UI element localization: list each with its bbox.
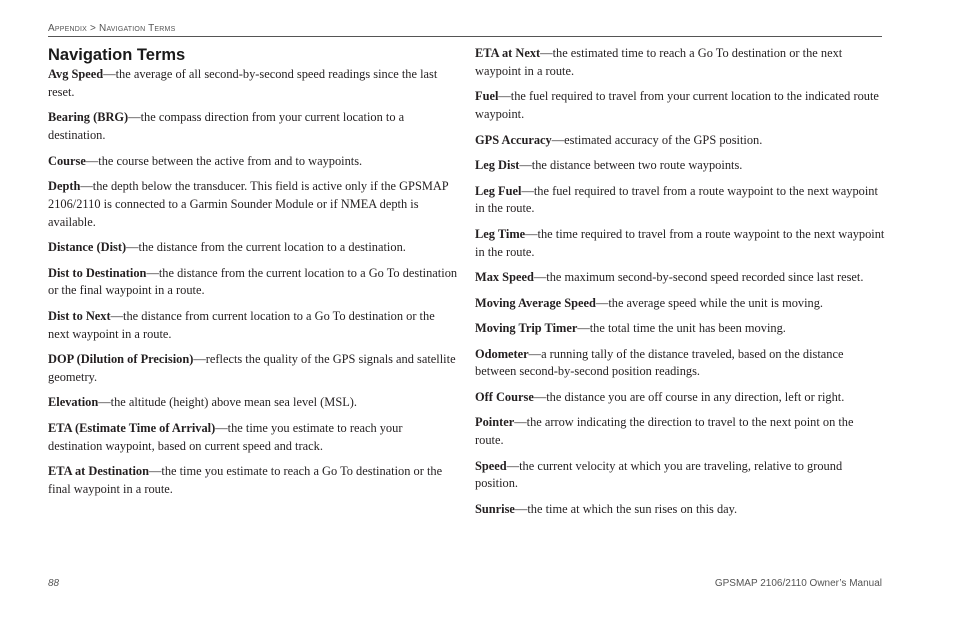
term-entry: [475, 414, 885, 450]
term-definition: —the arrow indicating the direction to travel to the next point on the route.: [475, 415, 854, 448]
term-definition: —the average speed while the unit is moving.: [595, 295, 824, 310]
term-name: Leg Dist: [475, 158, 520, 173]
term-entry: [48, 265, 458, 301]
term-entry: [475, 183, 885, 219]
term-name: Dist to Destination: [48, 265, 147, 280]
term-definition: —the fuel required to travel from your current location to the indicated route waypoint.: [475, 89, 879, 122]
term-name: Course: [48, 153, 86, 168]
term-name: Odometer: [475, 346, 529, 361]
term-name: ETA at Next: [475, 46, 541, 60]
term-name: GPS Accuracy: [475, 132, 552, 147]
term-name: Pointer: [475, 415, 515, 430]
term-definition: —the time at which the sun rises on this day.: [514, 501, 738, 516]
term-name: Max Speed: [475, 270, 534, 285]
term-definition: —reflects the quality of the GPS signals and satellite geometry.: [48, 352, 456, 384]
term-name: Leg Fuel: [475, 183, 522, 198]
terms-list-right: [475, 45, 885, 519]
term-entry: [48, 239, 458, 257]
term-entry: [475, 295, 885, 313]
term-entry: [475, 346, 885, 382]
term-name: Sunrise: [475, 501, 515, 516]
term-name: DOP (Dilution of Precision): [48, 352, 194, 367]
term-definition: —the maximum second-by-second speed recorded since last reset.: [533, 270, 864, 285]
terms-list-left: [48, 66, 458, 499]
term-name: Avg Speed: [48, 67, 104, 81]
term-definition: —the estimated time to reach a Go To destination or the next waypoint in a route.: [475, 46, 843, 78]
term-entry: [48, 420, 458, 456]
breadcrumb-appendix: Appendix: [48, 23, 88, 34]
term-entry: [475, 226, 885, 262]
term-name: Elevation: [48, 395, 99, 410]
breadcrumb-separator: >: [90, 23, 97, 34]
term-definition: —the time required to travel from a route waypoint to the next waypoint in the route.: [475, 226, 885, 259]
term-definition: —the time you estimate to reach your destination waypoint, based on current speed and track.: [48, 420, 403, 453]
term-entry: [475, 132, 885, 150]
term-entry: [475, 458, 885, 494]
term-name: Speed: [475, 458, 507, 473]
term-definition: —the altitude (height) above mean sea level (MSL).: [98, 395, 358, 410]
term-definition: —the distance between two route waypoints.: [519, 158, 743, 173]
term-entry: [48, 463, 458, 499]
term-entry: [475, 501, 885, 519]
term-name: Bearing (BRG): [48, 110, 129, 125]
term-entry: [475, 320, 885, 338]
term-entry: [475, 269, 885, 287]
term-name: Distance (Dist): [48, 240, 127, 255]
term-name: Moving Average Speed: [475, 295, 596, 310]
term-definition: —the distance from the current location to a Go To destination or the final waypoint in a route.: [48, 265, 458, 298]
right-column: [475, 45, 885, 526]
term-entry: [48, 109, 458, 145]
term-definition: —estimated accuracy of the GPS position.: [551, 132, 763, 147]
term-definition: —the distance from current location to a Go To destination or the next waypoint in a route.: [48, 308, 435, 341]
term-name: Dist to Next: [48, 308, 111, 323]
term-entry: [475, 157, 885, 175]
section-title: Navigation Terms: [48, 46, 186, 64]
term-definition: —a running tally of the distance traveled, based on the distance between second-by-second position readings.: [475, 346, 844, 379]
term-name: Moving Trip Timer: [475, 321, 578, 336]
term-definition: —the average of all second-by-second speed readings since the last reset.: [48, 67, 438, 99]
term-entry: [475, 88, 885, 124]
term-name: ETA (Estimate Time of Arrival): [48, 420, 216, 435]
term-definition: —the time you estimate to reach a Go To destination or the final waypoint in a route.: [48, 464, 443, 497]
term-definition: —the distance from the current location to a destination.: [126, 240, 406, 255]
left-column: [48, 45, 458, 507]
header-rule: [48, 36, 882, 37]
term-entry: [48, 308, 458, 344]
term-entry: [48, 66, 458, 102]
term-entry: [48, 351, 458, 387]
term-definition: —the current velocity at which you are traveling, relative to ground position.: [475, 458, 843, 491]
term-name: Off Course: [475, 389, 534, 404]
term-entry: [48, 394, 458, 412]
term-entry: [48, 153, 458, 171]
term-entry: [475, 389, 885, 407]
term-name: ETA at Destination: [48, 464, 149, 479]
term-definition: —the total time the unit has been moving.: [577, 321, 786, 336]
page-number: 88: [48, 578, 60, 589]
breadcrumb: [48, 23, 175, 34]
breadcrumb-current: Navigation Terms: [99, 23, 176, 34]
term-name: Leg Time: [475, 226, 526, 241]
term-entry: [475, 45, 885, 81]
term-definition: —the compass direction from your current location to a destination.: [48, 110, 405, 143]
term-definition: —the depth below the transducer. This field is active only if the GPSMAP 2106/2110 is connected to a Garmin Sounder Module or if NMEA depth is available.: [48, 179, 449, 229]
term-name: Fuel: [475, 89, 499, 104]
term-name: Depth: [48, 179, 81, 194]
term-entry: [48, 178, 458, 231]
term-definition: —the course between the active from and to waypoints.: [85, 153, 363, 168]
manual-title: GPSMAP 2106/2110 Owner’s Manual: [714, 578, 882, 589]
term-definition: —the distance you are off course in any direction, left or right.: [533, 389, 845, 404]
term-definition: —the fuel required to travel from a route waypoint to the next waypoint in the route.: [475, 183, 878, 216]
